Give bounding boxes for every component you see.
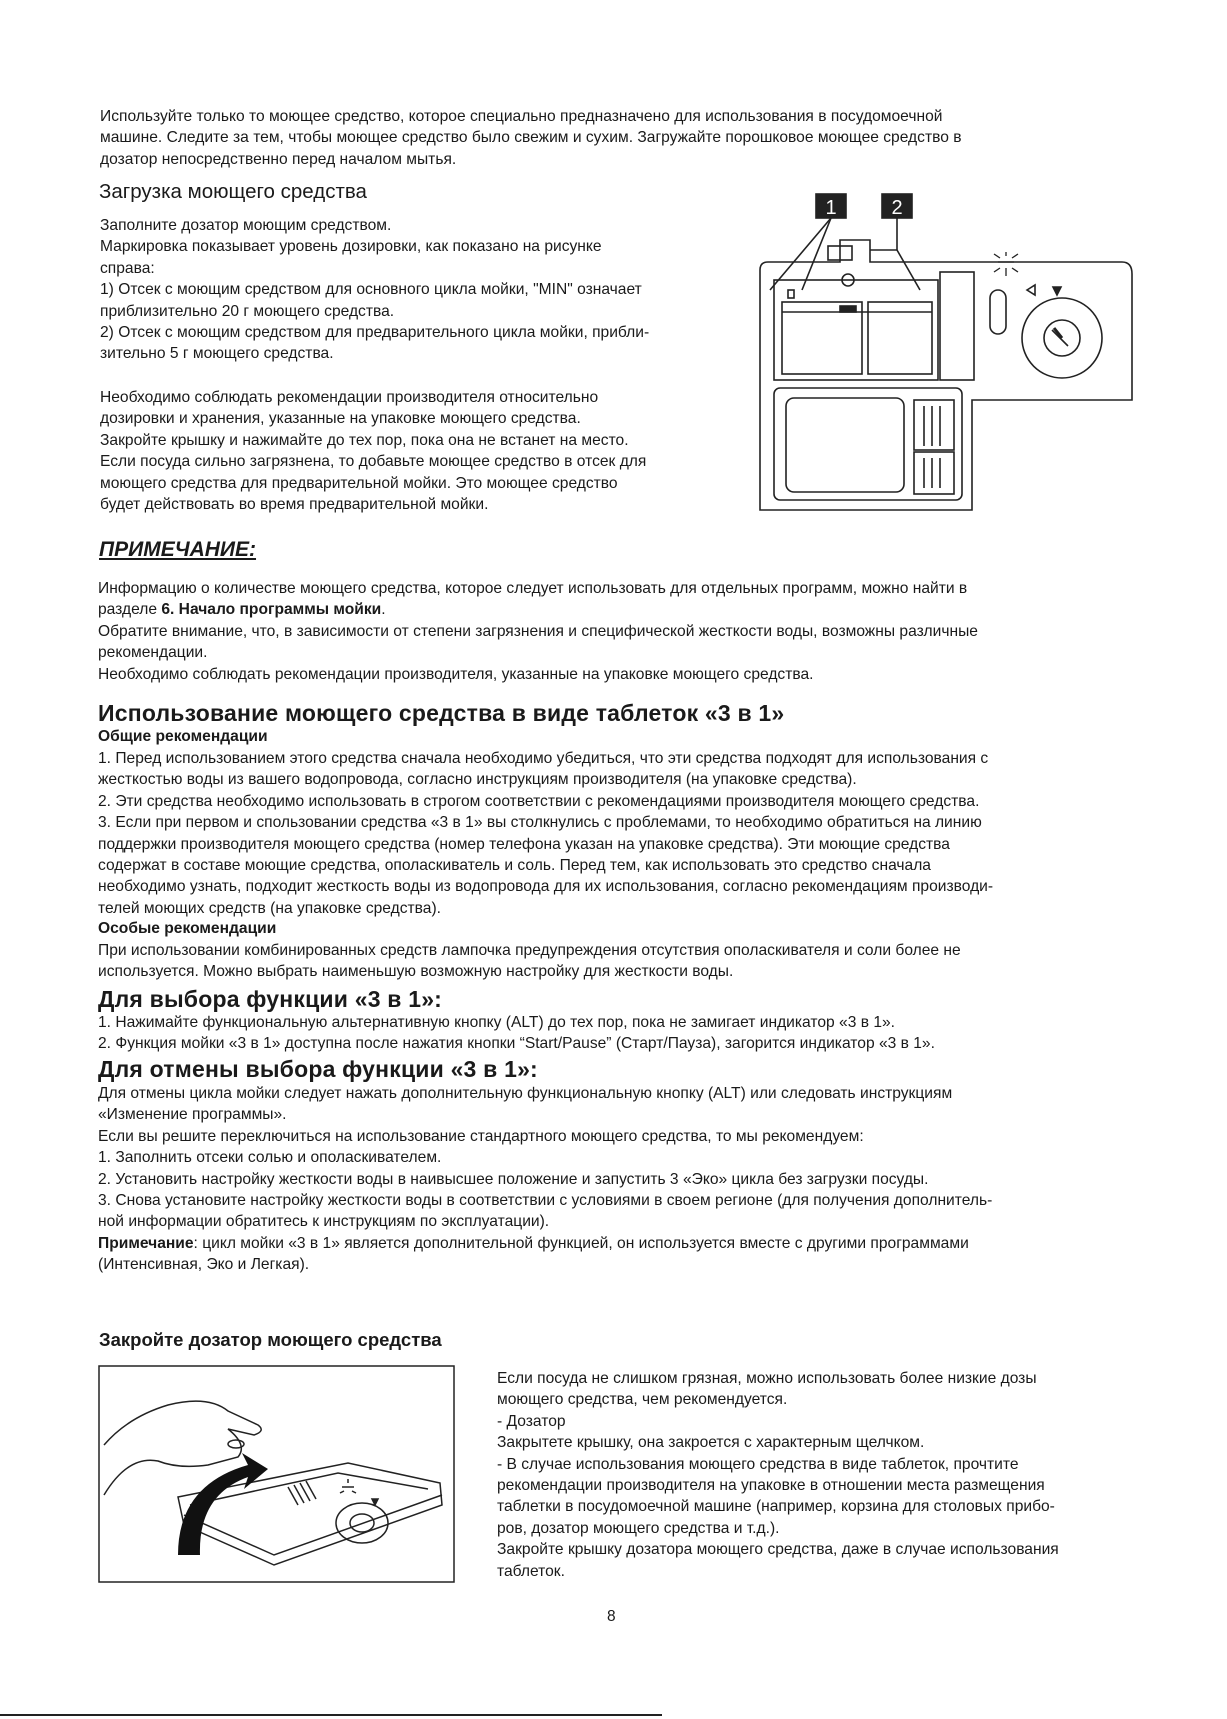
general-line: 3. Если при первом и спользовании средства «3 в 1» вы столкнулись с проблемами, то необходимо обратиться на линию (98, 814, 982, 832)
general-recommendations-title: Общие рекомендации (98, 728, 268, 745)
note-line: Необходимо соблюдать рекомендации производителя, указанные на упаковке моющего средства. (98, 665, 814, 683)
loading-title: Загрузка моющего средства (99, 180, 367, 203)
loading-line: Если посуда сильно загрязнена, то добавьте моющее средство в отсек для (100, 453, 647, 471)
dispenser-diagram (750, 190, 1142, 520)
select-line: 2. Функция мойки «3 в 1» доступна после нажатия кнопки “Start/Pause” (Старт/Пауза), загорится индикатор «3 в 1». (98, 1035, 935, 1053)
select-steps (98, 1012, 935, 1055)
loading-line: будет действовать во время предварительной мойки. (100, 496, 489, 514)
loading-line: Закройте крышку и нажимайте до тех пор, пока она не встанет на место. (100, 431, 629, 449)
note-line: разделе 6. Начало программы мойки. (98, 601, 386, 619)
close-line: таблетки в посудомоечной машине (например, корзина для столовых прибо- (497, 1498, 1055, 1516)
loading-line: приблизительно 20 г моющего средства. (100, 302, 395, 320)
cancel-line: 3. Снова установите настройку жесткости воды в соответствии с условиями в своем регионе (для получения дополнитель- (98, 1192, 993, 1210)
note-title: ПРИМЕЧАНИЕ: (99, 538, 257, 561)
bottom-rule (0, 1714, 662, 1716)
cancel-line: Если вы решите переключиться на использование стандартного моющего средства, то мы рекомендуем: (98, 1127, 864, 1145)
figure-label-2: 2 (891, 197, 903, 219)
closing-dispenser-illustration (98, 1365, 455, 1583)
close-line: моющего средства, чем рекомендуется. (497, 1391, 788, 1409)
general-line: телей моющих средств (на упаковке средства). (98, 899, 441, 917)
cancel-line: (Интенсивная, Эко и Легкая). (98, 1256, 310, 1274)
close-line: Если посуда не слишком грязная, можно использовать более низкие дозы (497, 1370, 1037, 1387)
loading-line: Необходимо соблюдать рекомендации производителя относительно (100, 389, 599, 406)
special-line: При использовании комбинированных средств лампочка предупреждения отсутствия ополаскивателя и соли более не (98, 942, 961, 959)
close-instructions (497, 1368, 1059, 1582)
general-line: поддержки производителя моющего средства (номер телефона указан на упаковке средства). Эти моющие средства (98, 835, 950, 853)
loading-line: Заполните дозатор моющим средством. (100, 217, 392, 234)
intro-line: Используйте только то моющее средство, которое специально предназначено для использования в посудомоечной (100, 108, 943, 125)
select-title: Для выбора функции «3 в 1»: (98, 986, 443, 1012)
cancel-body (98, 1083, 992, 1276)
page-number: 8 (607, 1608, 616, 1625)
intro-line: дозатор непосредственно перед началом мытья. (100, 150, 457, 168)
cancel-title: Для отмены выбора функции «3 в 1»: (98, 1056, 538, 1082)
loading-line: моющего средства для предварительной мойки. Это моющее средство (100, 474, 618, 492)
close-title: Закройте дозатор моющего средства (99, 1329, 442, 1350)
loading-line: справа: (100, 259, 155, 277)
intro-paragraph (100, 106, 962, 170)
loading-instructions (100, 215, 649, 365)
loading-recommendations (100, 387, 646, 515)
cancel-line: «Изменение программы». (98, 1106, 287, 1124)
note-line: Информацию о количестве моющего средства, которое следует использовать для отдельных программ, можно найти в (98, 580, 968, 597)
cancel-line: Для отмены цикла мойки следует нажать дополнительную функциональную кнопку (ALT) или следовать инструкциям (98, 1085, 953, 1102)
close-line: ров, дозатор моющего средства и т.д.). (497, 1519, 780, 1537)
loading-line: Маркировка показывает уровень дозировки, как показано на рисунке (100, 238, 602, 256)
close-line: - В случае использования моющего средства в виде таблеток, прочтите (497, 1455, 1019, 1473)
note-line: рекомендации. (98, 644, 208, 662)
select-line: 1. Нажимайте функциональную альтернативную кнопку (ALT) до тех пор, пока не замигает индикатор «3 в 1». (98, 1014, 896, 1031)
general-line: необходимо узнать, подходит жесткость воды из водопровода для их использования, согласно рекомендациям производи- (98, 878, 994, 896)
close-line: Закройте крышку дозатора моющего средства, даже в случае использования (497, 1541, 1059, 1559)
loading-line: 1) Отсек с моющим средством для основного цикла мойки, "MIN" означает (100, 281, 642, 299)
loading-line: зительно 5 г моющего средства. (100, 345, 334, 363)
general-line: 2. Эти средства необходимо использовать в строгом соответствии с рекомендациями производителя моющего средства. (98, 792, 980, 810)
figure-label-1: 1 (825, 197, 837, 219)
special-recommendations (98, 940, 961, 983)
close-line: таблеток. (497, 1562, 565, 1580)
intro-line: машине. Следите за тем, чтобы моющее средство было свежим и сухим. Загружайте порошковое моющее средство в (100, 129, 962, 147)
cancel-line: ной информации обратитесь к инструкциям по эксплуатации). (98, 1213, 550, 1231)
general-recommendations (98, 748, 993, 919)
general-line: 1. Перед использованием этого средства сначала необходимо убедиться, что эти средства подходят для использования с (98, 750, 989, 767)
special-recommendations-title: Особые рекомендации (98, 920, 277, 937)
note-line: Обратите внимание, что, в зависимости от степени загрязнения и специфической жесткости воды, возможны различные (98, 622, 978, 640)
general-line: содержат в составе моющие средства, ополаскиватель и соль. Перед тем, как использовать это средство сначала (98, 857, 931, 875)
cancel-line: 1. Заполнить отсеки солью и ополаскивателем. (98, 1149, 442, 1167)
close-line: - Дозатор (497, 1412, 566, 1430)
loading-line: 2) Отсек с моющим средством для предварительного цикла мойки, прибли- (100, 324, 650, 342)
note-body (98, 578, 978, 685)
general-line: жесткостью воды из вашего водопровода, согласно инструкциям производителя (на упаковке средства). (98, 771, 857, 789)
tablets-title: Использование моющего средства в виде таблеток «3 в 1» (98, 700, 785, 726)
close-line: рекомендации производителя на упаковке в отношении места размещения (497, 1477, 1045, 1495)
special-line: используется. Можно выбрать наименьшую возможную настройку для жесткости воды. (98, 963, 734, 981)
cancel-line: 2. Установить настройку жесткости воды в наивысшее положение и запустить 3 «Эко» цикла без загрузки посуды. (98, 1170, 929, 1188)
close-line: Закрытете крышку, она закроется с характерным щелчком. (497, 1434, 925, 1452)
cancel-note: Примечание: цикл мойки «3 в 1» является дополнительной функцией, он используется вместе с другими программами (98, 1234, 969, 1252)
loading-line: дозировки и хранения, указанные на упаковке моющего средства. (100, 410, 581, 428)
